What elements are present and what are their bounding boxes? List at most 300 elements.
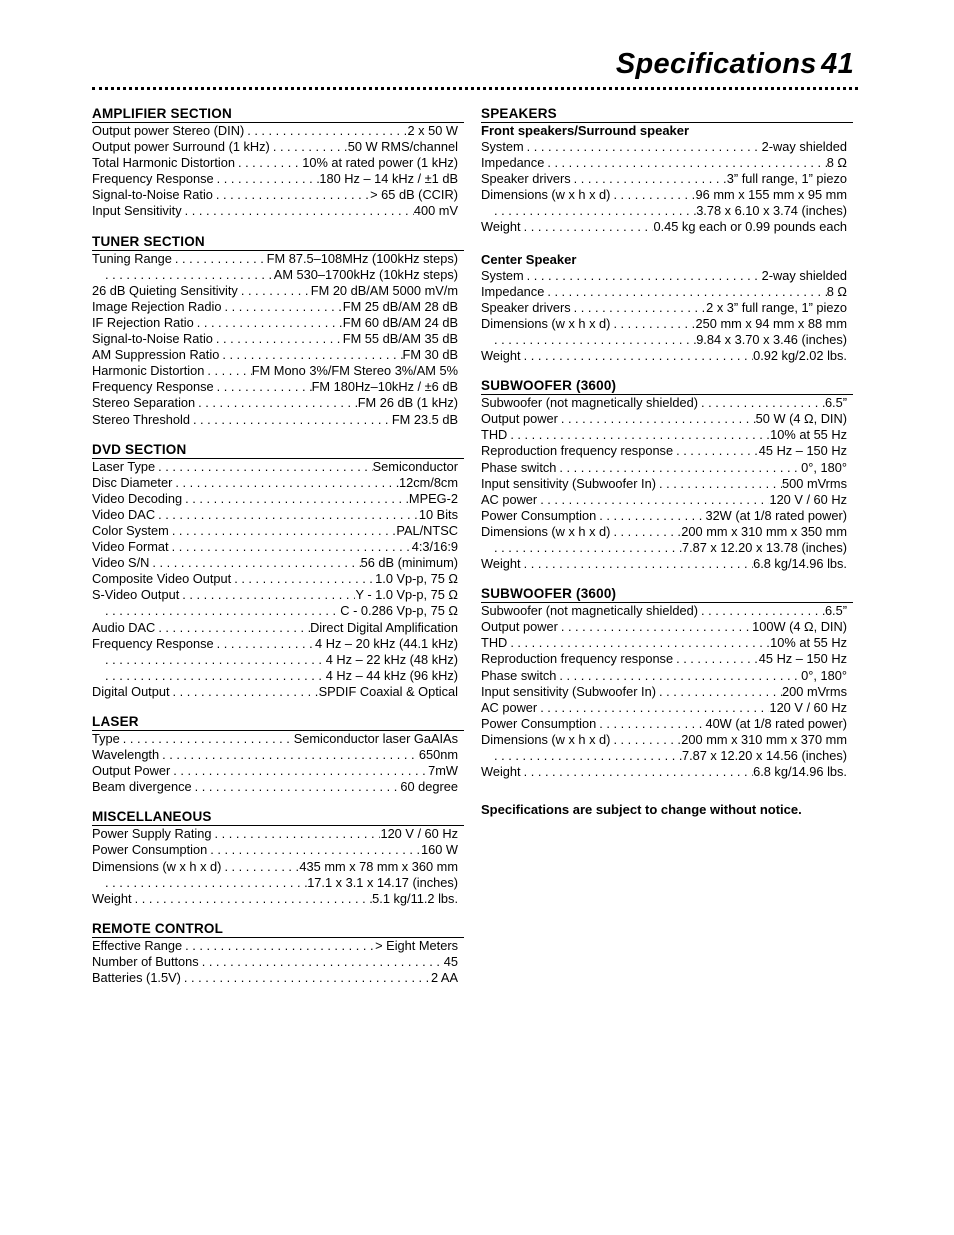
spec-label: Output power <box>481 411 558 427</box>
dot-leader <box>270 139 348 155</box>
dot-leader <box>537 492 769 508</box>
spec-row <box>92 891 464 907</box>
dot-leader <box>524 268 762 284</box>
spec-row <box>92 475 464 491</box>
spec-label: Image Rejection Radio <box>92 298 222 314</box>
spec-row <box>92 954 464 970</box>
subwoofer-sections <box>481 376 853 780</box>
dot-leader <box>673 443 759 459</box>
section-title: SUBWOOFER (3600) <box>481 376 853 395</box>
spec-label: Phase switch <box>481 667 557 683</box>
spec-label: S-Video Output <box>92 587 180 603</box>
spec-value: MPEG-2 <box>408 490 458 506</box>
spec-row <box>481 492 853 508</box>
spec-label: System <box>481 267 524 283</box>
spec-row <box>481 651 853 667</box>
dot-leader <box>537 700 769 716</box>
dot-leader <box>155 459 373 475</box>
spec-value: 120 V / 60 Hz <box>769 699 847 715</box>
spec-row <box>92 363 464 379</box>
spec-value: 200 mVrms <box>782 683 847 699</box>
spec-value: 400 mV <box>413 203 458 219</box>
spec-label: THD <box>481 427 508 443</box>
spec-label: Video Format <box>92 539 169 555</box>
spec-value: 200 mm x 310 mm x 350 mm <box>681 523 847 539</box>
spec-row <box>481 268 853 284</box>
spec-row <box>481 187 853 203</box>
spec-row <box>481 427 853 443</box>
amplifier-section-section <box>92 104 464 220</box>
spec-value: 10 Bits <box>418 506 458 522</box>
spec-value: Direct Digital Amplification <box>310 619 458 635</box>
dot-leader <box>521 348 753 364</box>
section-title: SUBWOOFER (3600) <box>481 584 853 603</box>
spec-value: 10% at 55 Hz <box>770 635 847 651</box>
spec-row <box>92 299 464 315</box>
spec-label: Beam divergence <box>92 779 192 795</box>
spec-value: 0°, 180° <box>801 667 847 683</box>
spec-value: 3” full range, 1” piezo <box>726 171 847 187</box>
spec-row <box>481 155 853 171</box>
spec-row <box>481 348 853 364</box>
spec-label: Dimensions (w x h x d) <box>481 523 611 539</box>
spec-value: SPDIF Coaxial & Optical <box>318 683 458 699</box>
spec-label: Power Consumption <box>481 507 597 523</box>
spec-value: 435 mm x 78 mm x 360 mm <box>299 858 458 874</box>
speakers-section <box>481 104 853 364</box>
spec-label: Type <box>92 731 120 746</box>
dot-leader <box>610 187 695 203</box>
spec-label <box>481 203 491 219</box>
dot-leader <box>244 123 407 139</box>
spec-row <box>481 684 853 700</box>
spec-row <box>92 123 464 139</box>
header-dotted-rule <box>92 87 858 90</box>
spec-label: AC power <box>481 699 538 715</box>
spec-value: 40W (at 1/8 rated power) <box>705 715 847 731</box>
section-title: TUNER SECTION <box>92 232 464 251</box>
spec-row <box>481 540 853 556</box>
spec-row <box>92 523 464 539</box>
dot-leader <box>698 603 825 619</box>
spec-label: Subwoofer (not magnetically shielded) <box>481 603 698 619</box>
spec-value: 12cm/8cm <box>398 474 458 490</box>
dot-leader <box>219 347 402 363</box>
spec-value: 7.87 x 12.20 x 13.78 (inches) <box>681 539 847 555</box>
dot-leader <box>698 395 825 411</box>
spec-row <box>92 603 464 619</box>
section-title: DVD SECTION <box>92 440 464 459</box>
spec-row <box>92 395 464 411</box>
section-title: LASER <box>92 712 464 731</box>
dot-leader <box>596 508 705 524</box>
spec-value: 6.5” <box>824 603 847 619</box>
spec-row <box>92 331 464 347</box>
dot-leader <box>544 284 826 300</box>
spec-row <box>92 555 464 571</box>
spec-value: FM 20 dB/AM 5000 mV/m <box>310 282 458 298</box>
spec-label: Batteries (1.5V) <box>92 970 181 986</box>
spec-row <box>92 203 464 219</box>
spec-label: Video DAC <box>92 506 156 522</box>
spec-row <box>92 763 464 779</box>
dot-leader <box>571 300 707 316</box>
spec-label: Color System <box>92 522 169 538</box>
spec-label: Stereo Separation <box>92 395 196 411</box>
spec-label: Frequency Response <box>92 379 214 395</box>
spec-value: FM 87.5–108MHz (100kHz steps) <box>266 250 458 266</box>
spec-value: 4 Hz – 20 kHz (44.1 kHz) <box>315 635 458 651</box>
spec-row <box>481 603 853 619</box>
spec-value: 96 mm x 155 mm x 95 mm <box>695 187 847 203</box>
spec-row <box>92 139 464 155</box>
spec-label: Output power Stereo (DIN) <box>92 123 245 138</box>
spec-value: FM 26 dB (1 kHz) <box>357 395 458 411</box>
spec-row <box>481 732 853 748</box>
spec-value: Y - 1.0 Vp-p, 75 Ω <box>355 587 458 603</box>
spec-value: 60 degree <box>400 779 458 795</box>
spec-label: Dimensions (w x h x d) <box>92 858 222 874</box>
spec-label: Subwoofer (not magnetically shielded) <box>481 395 698 411</box>
section-title: AMPLIFIER SECTION <box>92 104 464 123</box>
front-speakers-subtitle: Front speakers/Surround speaker <box>481 123 690 138</box>
spec-row <box>92 620 464 636</box>
spec-value: 120 V / 60 Hz <box>769 491 847 507</box>
dot-leader <box>558 619 752 635</box>
dot-leader <box>221 299 342 315</box>
spec-label: THD <box>481 635 508 651</box>
spec-value: 17.1 x 3.1 x 14.17 (inches) <box>307 874 458 890</box>
spec-label: Power Consumption <box>92 842 208 858</box>
spec-value: 0°, 180° <box>801 459 847 475</box>
dot-leader <box>195 395 358 411</box>
spec-value: FM 25 dB/AM 28 dB <box>342 298 458 314</box>
dot-leader <box>507 635 770 651</box>
spec-value: > 65 dB (CCIR) <box>370 187 458 203</box>
spec-row <box>92 315 464 331</box>
spec-row <box>481 219 853 235</box>
dot-leader <box>155 620 310 636</box>
spec-label: Harmonic Distortion <box>92 363 205 379</box>
spec-label: Dimensions (w x h x d) <box>481 187 611 203</box>
spec-row <box>92 283 464 299</box>
dot-leader <box>159 747 419 763</box>
page-title: Specifications <box>615 48 817 80</box>
spec-row <box>92 684 464 700</box>
spec-value: 10% at rated power (1 kHz) <box>302 155 458 171</box>
spec-label: Input sensitivity (Subwoofer In) <box>481 683 656 699</box>
spec-value: 45 Hz – 150 Hz <box>758 651 847 667</box>
spec-value: FM 55 dB/AM 35 dB <box>342 331 458 347</box>
spec-row <box>92 539 464 555</box>
dot-leader <box>182 491 409 507</box>
spec-label: Composite Video Output <box>92 571 232 587</box>
dot-leader <box>610 316 695 332</box>
spec-label <box>92 668 102 684</box>
spec-value: 4 Hz – 22 kHz (48 kHz) <box>325 651 458 667</box>
spec-label: Reproduction frequency response <box>481 443 674 459</box>
spec-label: Tuning Range <box>92 250 172 266</box>
spec-label <box>92 603 102 619</box>
spec-label: 26 dB Quieting Sensitivity <box>92 282 238 298</box>
spec-value: 7.87 x 12.20 x 14.56 (inches) <box>681 748 847 763</box>
dot-leader <box>238 283 311 299</box>
dot-leader <box>102 668 326 684</box>
spec-row <box>481 443 853 459</box>
spec-value: 50 W (4 Ω, DIN) <box>755 411 847 427</box>
dot-leader <box>214 636 315 652</box>
spec-row <box>92 491 464 507</box>
dot-leader <box>544 155 826 171</box>
dot-leader <box>182 938 375 954</box>
dot-leader <box>521 556 753 572</box>
spec-value: 200 mm x 310 mm x 370 mm <box>681 731 847 747</box>
spec-value: 5.1 kg/11.2 lbs. <box>372 890 458 906</box>
spec-label <box>92 875 102 891</box>
spec-row <box>92 970 464 986</box>
dot-leader <box>194 315 343 331</box>
dot-leader <box>521 219 654 235</box>
spec-label: Impedance <box>481 283 545 299</box>
spec-value: 250 mm x 94 mm x 88 mm <box>695 315 847 331</box>
spec-row <box>92 571 464 587</box>
tuner-section-section <box>92 232 464 428</box>
spec-row <box>92 668 464 684</box>
spec-row <box>481 619 853 635</box>
dot-leader <box>179 587 355 603</box>
spec-label: Effective Range <box>92 937 183 953</box>
spec-label <box>481 748 491 764</box>
spec-value: 2-way shielded <box>761 267 847 283</box>
spec-row <box>481 748 853 764</box>
spec-label: Input Sensitivity <box>92 203 182 219</box>
spec-row <box>481 524 853 540</box>
spec-row <box>481 508 853 524</box>
spec-value: 650nm <box>418 747 458 763</box>
spec-value: AM 530–1700kHz (10kHz steps) <box>273 266 458 282</box>
dot-leader <box>207 842 421 858</box>
spec-value: 6.5” <box>824 395 847 411</box>
center-speaker-subtitle: Center Speaker <box>481 251 577 267</box>
spec-label: Impedance <box>481 155 545 171</box>
spec-label <box>481 540 491 556</box>
spec-value: 45 Hz – 150 Hz <box>758 443 847 459</box>
left-spec-column <box>92 104 464 998</box>
right-spec-column <box>481 104 853 817</box>
spec-value: 2-way shielded <box>761 139 847 154</box>
spec-row <box>92 155 464 171</box>
spec-value: 0.45 kg each or 0.99 pounds each <box>653 219 847 235</box>
dot-leader <box>214 171 320 187</box>
spec-row <box>481 635 853 651</box>
dot-leader <box>656 684 782 700</box>
spec-row <box>92 652 464 668</box>
subwoofer-section <box>481 376 853 572</box>
spec-value: 50 W RMS/channel <box>347 139 458 155</box>
spec-label: Video Decoding <box>92 490 183 506</box>
dot-leader <box>190 412 392 428</box>
dot-leader <box>521 764 753 780</box>
spec-row <box>481 411 853 427</box>
spec-row <box>481 139 853 155</box>
spec-label: Dimensions (w x h x d) <box>481 731 611 747</box>
spec-label: Signal-to-Noise Ratio <box>92 187 213 203</box>
spec-value: 7mW <box>428 763 458 779</box>
spec-label: Digital Output <box>92 683 170 699</box>
dot-leader <box>231 571 375 587</box>
dot-leader <box>120 731 294 747</box>
spec-label: Output power Surround (1 kHz) <box>92 139 270 155</box>
spec-row <box>92 267 464 283</box>
spec-row <box>92 826 464 842</box>
spec-label: Power Consumption <box>481 715 597 731</box>
dot-leader <box>491 748 682 764</box>
spec-row <box>92 859 464 875</box>
spec-value: 1.0 Vp-p, 75 Ω <box>375 571 458 587</box>
dot-leader <box>524 139 762 155</box>
spec-value: FM 60 dB/AM 24 dB <box>342 314 458 330</box>
spec-row <box>481 300 853 316</box>
spec-label: Weight <box>481 348 521 364</box>
spec-label: Weight <box>481 764 521 780</box>
spec-value: 45 <box>443 953 458 969</box>
spec-label: System <box>481 139 524 154</box>
spec-label: Laser Type <box>92 458 156 474</box>
dot-leader <box>155 507 419 523</box>
spec-label: Signal-to-Noise Ratio <box>92 331 213 347</box>
spec-row <box>92 251 464 267</box>
spec-value: FM Mono 3%/FM Stereo 3%/AM 5% <box>251 363 458 379</box>
spec-value: C - 0.286 Vp-p, 75 Ω <box>340 603 458 619</box>
spec-value: 8 Ω <box>826 283 847 299</box>
dot-leader <box>491 332 696 348</box>
dot-leader <box>132 891 373 907</box>
change-notice: Specifications are subject to change without notice. <box>481 802 802 818</box>
dot-leader <box>172 251 267 267</box>
dot-leader <box>102 267 274 283</box>
spec-value: 180 Hz – 14 kHz / ±1 dB <box>319 171 458 187</box>
spec-value: 6.8 kg/14.96 lbs. <box>753 556 847 572</box>
spec-label: Speaker drivers <box>481 171 571 187</box>
section-title: REMOTE CONTROL <box>92 919 464 938</box>
spec-label: Audio DAC <box>92 619 156 635</box>
spec-label: Wavelength <box>92 747 160 763</box>
dot-leader <box>214 379 312 395</box>
miscellaneous-section <box>92 807 464 906</box>
spacer <box>481 236 853 252</box>
spec-row <box>92 731 464 747</box>
dot-leader <box>102 603 340 619</box>
spec-row <box>92 587 464 603</box>
dot-leader <box>199 954 444 970</box>
front-speaker-rows <box>481 139 853 236</box>
spec-value: PAL/NTSC <box>396 522 458 538</box>
spec-row <box>92 412 464 428</box>
spec-label: Phase switch <box>481 459 557 475</box>
spec-row <box>92 459 464 475</box>
spec-row <box>481 476 853 492</box>
spec-row <box>92 747 464 763</box>
dot-leader <box>491 203 696 219</box>
spec-label: IF Rejection Ratio <box>92 314 194 330</box>
dot-leader <box>556 460 801 476</box>
spec-label: Frequency Response <box>92 171 214 187</box>
dot-leader <box>212 826 381 842</box>
spec-value: 0.92 kg/2.02 lbs. <box>753 348 847 364</box>
spec-row <box>92 187 464 203</box>
spec-label: Stereo Threshold <box>92 411 190 427</box>
spec-label: AM Suppression Ratio <box>92 347 220 363</box>
dot-leader <box>507 427 770 443</box>
section-title: SPEAKERS <box>481 104 853 123</box>
spec-row <box>92 379 464 395</box>
spec-row <box>92 636 464 652</box>
spec-label: Reproduction frequency response <box>481 651 674 667</box>
spec-label: Frequency Response <box>92 635 214 651</box>
spec-label: Input sensitivity (Subwoofer In) <box>481 475 656 491</box>
spec-row <box>481 395 853 411</box>
dot-leader <box>102 875 307 891</box>
spec-row <box>92 938 464 954</box>
spec-row <box>92 875 464 891</box>
dot-leader <box>182 203 414 219</box>
dot-leader <box>170 763 428 779</box>
spec-value: FM 23.5 dB <box>391 411 458 427</box>
dot-leader <box>169 523 397 539</box>
spec-value: 100W (4 Ω, DIN) <box>752 619 847 635</box>
dot-leader <box>192 779 401 795</box>
spec-value: 8 Ω <box>826 155 847 171</box>
spec-label: Disc Diameter <box>92 474 173 490</box>
spec-value: FM 180Hz–10kHz / ±6 dB <box>311 379 458 395</box>
dot-leader <box>204 363 251 379</box>
spec-label: Output power <box>481 619 558 635</box>
spec-label <box>92 652 102 668</box>
spec-row <box>92 842 464 858</box>
spec-row <box>481 668 853 684</box>
dot-leader <box>170 684 319 700</box>
spec-label: Power Supply Rating <box>92 826 212 842</box>
spec-value: 2 x 3” full range, 1” piezo <box>706 299 847 315</box>
spec-value: Semiconductor <box>372 458 458 474</box>
spec-label: AC power <box>481 491 538 507</box>
dot-leader <box>235 155 302 171</box>
page-number: 41 <box>821 48 854 80</box>
spec-value: 10% at 55 Hz <box>770 427 847 443</box>
dot-leader <box>571 171 727 187</box>
spec-row <box>481 700 853 716</box>
page-header <box>616 48 854 81</box>
spec-row <box>92 171 464 187</box>
spec-row <box>481 556 853 572</box>
spec-row <box>481 716 853 732</box>
dot-leader <box>491 540 682 556</box>
dot-leader <box>610 732 681 748</box>
spec-label <box>481 332 491 348</box>
dot-leader <box>149 555 360 571</box>
dot-leader <box>556 668 801 684</box>
dot-leader <box>213 331 343 347</box>
dot-leader <box>169 539 412 555</box>
dot-leader <box>596 716 705 732</box>
dvd-section-section <box>92 440 464 700</box>
spec-value: 4 Hz – 44 kHz (96 kHz) <box>325 667 458 683</box>
dot-leader <box>213 187 370 203</box>
section-title: MISCELLANEOUS <box>92 807 464 826</box>
spec-label: Total Harmonic Distortion <box>92 155 235 171</box>
spec-value: 4:3/16:9 <box>411 539 458 555</box>
spec-row <box>481 171 853 187</box>
